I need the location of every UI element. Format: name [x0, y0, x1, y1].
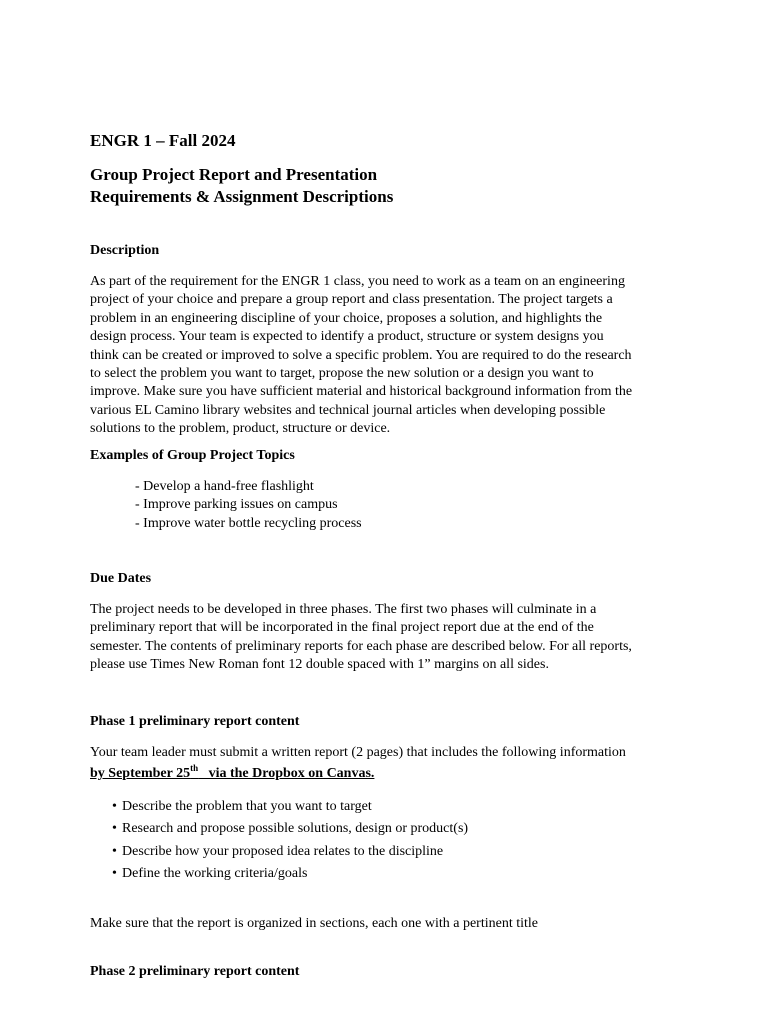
paragraph-line: semester. The contents of preliminary reports for each phase are described below. For all reports, [90, 638, 632, 654]
paragraph-line: improve. Make sure you have sufficient material and historical background information from the [90, 384, 633, 400]
paragraph-line: As part of the requirement for the ENGR 1 class, you need to work as a team on an engineering [90, 274, 625, 289]
phase1-heading: Phase 1 preliminary report content [90, 714, 300, 729]
phase1-intro [90, 744, 690, 762]
paragraph-line: various EL Camino library websites and technical journal articles when developing possible [90, 402, 606, 418]
list-item: - Improve parking issues on campus [135, 497, 338, 513]
bullet-icon: • [112, 799, 117, 814]
document-title-line-1: Group Project Report and Presentation [90, 165, 378, 184]
description-heading: Description [90, 243, 160, 258]
bullet-text: Describe the problem that you want to target [122, 799, 372, 814]
phase1-due-date [90, 763, 375, 782]
paragraph-line: Your team leader must submit a written report (2 pages) that includes the following information [90, 745, 626, 760]
phase1-note [90, 915, 690, 933]
list-item: - Develop a hand-free flashlight [135, 479, 314, 494]
paragraph-line: to select the problem you want to target, propose the new solution or a design you want to [90, 366, 594, 382]
list-item [112, 818, 468, 840]
paragraph-line: solutions to the problem, product, structure or device. [90, 421, 391, 437]
examples-heading: Examples of Group Project Topics [90, 448, 295, 463]
list-item [112, 863, 468, 885]
paragraph-line: preliminary report that will be incorporated in the final project report due at the end of the [90, 620, 594, 636]
phase2-heading: Phase 2 preliminary report content [90, 964, 300, 979]
bullet-icon: • [112, 866, 117, 882]
document-title-line-2: Requirements & Assignment Descriptions [90, 187, 394, 206]
bullet-text: Describe how your proposed idea relates to the discipline [122, 843, 444, 859]
course-title: ENGR 1 – Fall 2024 [90, 131, 236, 150]
list-item [112, 841, 468, 863]
bullet-icon: • [112, 843, 117, 859]
due-date-text: by September 25 [90, 766, 191, 781]
list-item [112, 796, 468, 818]
bullet-text: Research and propose possible solutions, design or product(s) [122, 821, 469, 837]
document-title [90, 164, 393, 208]
description-paragraph [90, 273, 690, 439]
paragraph-line: Make sure that the report is organized in sections, each one with a pertinent title [90, 916, 538, 931]
due-dates-heading: Due Dates [90, 571, 152, 586]
phase1-bullet-list [112, 796, 468, 886]
paragraph-line: problem in an engineering discipline of your choice, proposes a solution, and highlights the [90, 310, 603, 326]
due-dates-paragraph [90, 601, 690, 675]
bullet-text: Define the working criteria/goals [122, 866, 308, 882]
due-date-ordinal: th [190, 763, 199, 773]
examples-list [135, 478, 362, 533]
due-date-dropbox: via the Dropbox on Canvas. [198, 766, 375, 781]
paragraph-line: design process. Your team is expected to identify a product, structure or system designs you [90, 329, 604, 345]
paragraph-line: The project needs to be developed in three phases. The first two phases will culminate in a [90, 602, 597, 617]
list-item: - Improve water bottle recycling process [135, 515, 362, 531]
paragraph-line: think can be created or improved to solve a specific problem. You are required to do the research [90, 347, 632, 363]
paragraph-line: please use Times New Roman font 12 double spaced with 1” margins on all sides. [90, 657, 549, 673]
paragraph-line: project of your choice and prepare a group report and class presentation. The project targets a [90, 292, 613, 308]
bullet-icon: • [112, 821, 117, 837]
